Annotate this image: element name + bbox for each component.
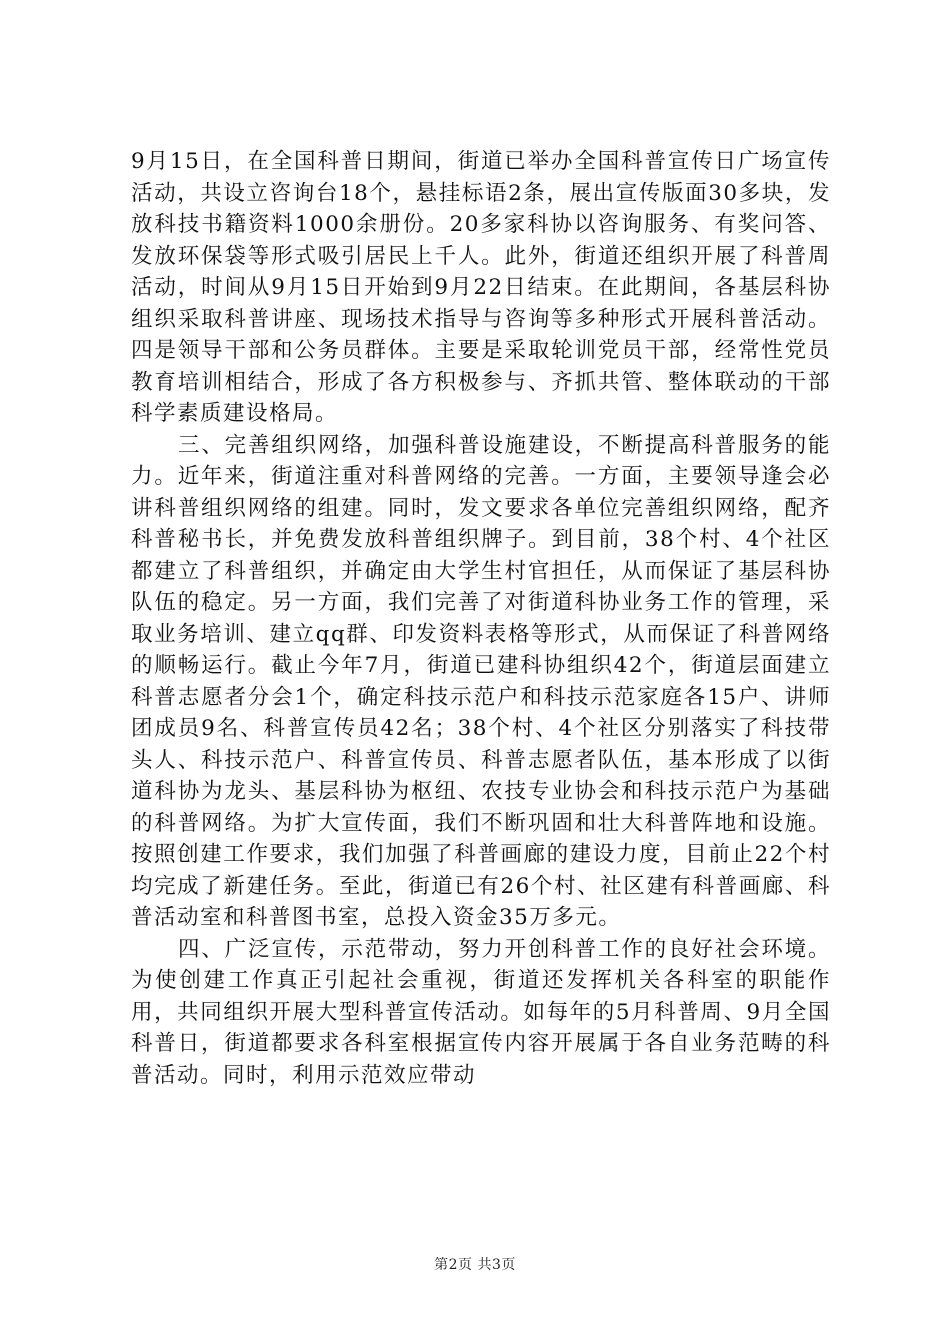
paragraph-3: 四、广泛宣传，示范带动，努力开创科普工作的良好社会环境。为使创建工作真正引起社会重视，街道还发挥机关各科室的职能作用，共同组织开展大型科普宣传活动。如每年的5月科普周、9月全国科普日，街道都要求各科室根据宣传内容开展属于各自业务范畴的科普活动。同时，利用示范效应带动 <box>131 936 831 1088</box>
paragraph-2: 三、完善组织网络，加强科普设施建设，不断提高科普服务的能力。近年来，街道注重对科普网络的完善。一方面，主要领导逢会必讲科普组织网络的组建。同时，发文要求各单位完善组织网络，配齐科普秘书长，并免费发放科普组织牌子。到目前，38个村、4个社区都建立了科普组织，并确定由大学生村官担任，从而保证了基层科协队伍的稳定。另一方面，我们完善了对街道科协业务工作的管理，采取业务培训、建立qq群、印发资料表格等形式，从而保证了科普网络的顺畅运行。截止今年7月，街道已建科协组织42个，街道层面建立科普志愿者分会1个，确定科技示范户和科技示范家庭各15户、讲师团成员9名、科普宣传员42名；38个村、4个社区分别落实了科技带头人、科技示范户、科普宣传员、科普志愿者队伍，基本形成了以街道科协为龙头、基层科协为枢纽、农技专业协会和科技示范户为基础的科普网络。为扩大宣传面，我们不断巩固和壮大科普阵地和设施。按照创建工作要求，我们加强了科普画廊的建设力度，目前止22个村均完成了新建任务。至此，街道已有26个村、社区建有科普画廊、科普活动室和科普图书室，总投入资金35万多元。 <box>131 432 831 930</box>
paragraph-1: 9月15日，在全国科普日期间，街道已举办全国科普宣传日广场宣传活动，共设立咨询台18个，悬挂标语2条，展出宣传版面30多块，发放科技书籍资料1000余册份。20多家科协以咨询服务、有奖问答、发放环保袋等形式吸引居民上千人。此外，街道还组织开展了科普周活动，时间从9月15日开始到9月22日结束。在此期间，各基层科协组织采取科普讲座、现场技术指导与咨询等多种形式开展科普活动。四是领导干部和公务员群体。主要是采取轮训党员干部，经常性党员教育培训相结合，形成了各方积极参与、齐抓共管、整体联动的干部科学素质建设格局。 <box>131 149 831 426</box>
page-footer: 第2页 共3页 <box>434 1257 516 1273</box>
document-body <box>131 146 831 1091</box>
